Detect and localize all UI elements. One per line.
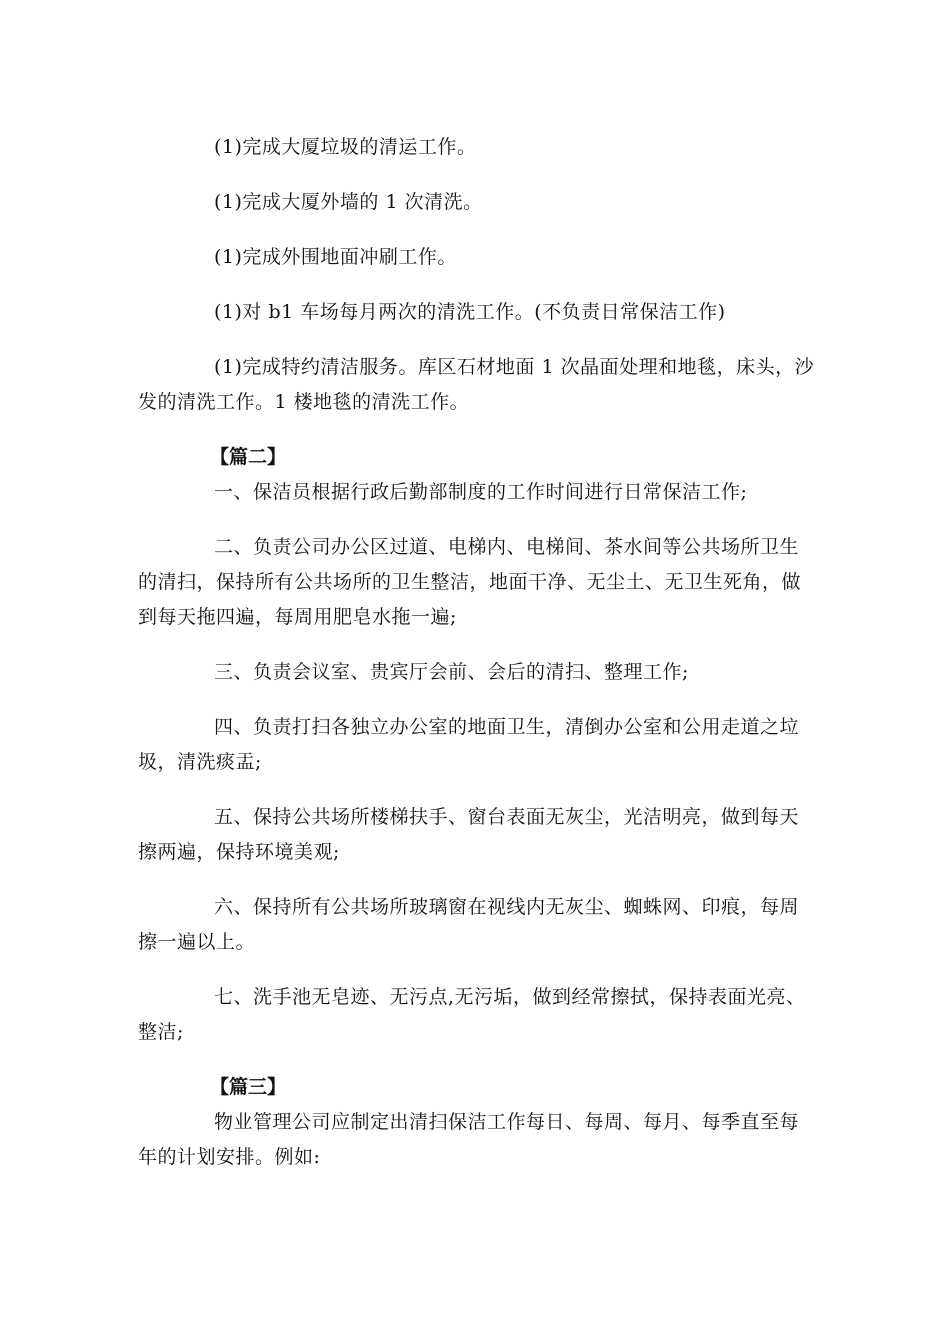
paragraph: 二、负责公司办公区过道、电梯内、电梯间、茶水间等公共场所卫生的清扫，保持所有公共场所的卫生整洁，地面干净、无尘土、无卫生死角，做到每天拖四遍，每周用肥皂水拖一遍; bbox=[138, 536, 802, 628]
paragraph: 四、负责打扫各独立办公室的地面卫生，清倒办公室和公用走道之垃圾，清洗痰盂; bbox=[138, 716, 800, 773]
paragraph: (1)对 b1 车场每月两次的清洗工作。(不负责日常保洁工作) bbox=[214, 301, 726, 323]
paragraph: (1)完成大厦垃圾的清运工作。 bbox=[214, 136, 477, 158]
document-body bbox=[138, 130, 818, 1175]
paragraph: 一、保洁员根据行政后勤部制度的工作时间进行日常保洁工作; bbox=[214, 481, 748, 503]
section-heading-2: 【篇二】 bbox=[210, 446, 287, 468]
paragraph: 物业管理公司应制定出清扫保洁工作每日、每周、每月、每季直至每年的计划安排。例如: bbox=[138, 1111, 800, 1168]
paragraph: 七、洗手池无皂迹、无污点,无污垢，做到经常擦拭，保持表面光亮、整洁; bbox=[138, 986, 806, 1043]
section-heading-3: 【篇三】 bbox=[210, 1076, 287, 1098]
paragraph: (1)完成特约清洁服务。库区石材地面 1 次晶面处理和地毯，床头，沙发的清洗工作。1 楼地毯的清洗工作。 bbox=[138, 356, 815, 413]
paragraph: 三、负责会议室、贵宾厅会前、会后的清扫、整理工作; bbox=[214, 661, 689, 683]
paragraph: (1)完成外围地面冲刷工作。 bbox=[214, 246, 457, 268]
paragraph: 六、保持所有公共场所玻璃窗在视线内无灰尘、蜘蛛网、印痕，每周擦一遍以上。 bbox=[138, 896, 800, 953]
paragraph: (1)完成大厦外墙的 1 次清洗。 bbox=[214, 191, 483, 213]
paragraph: 五、保持公共场所楼梯扶手、窗台表面无灰尘，光洁明亮，做到每天擦两遍，保持环境美观; bbox=[138, 806, 800, 863]
